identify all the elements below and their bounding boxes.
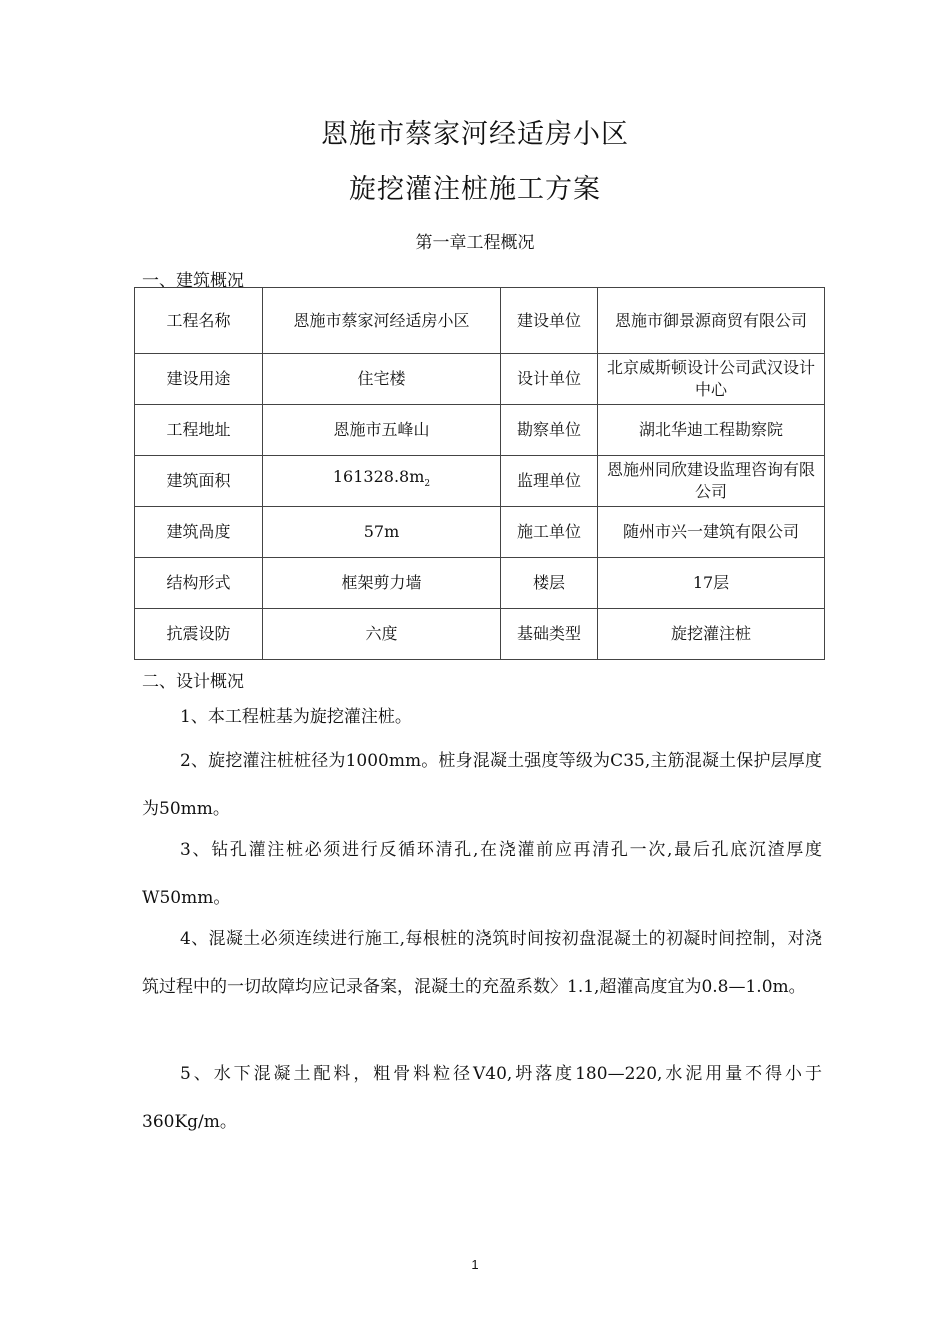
building-overview-table	[134, 287, 825, 660]
table-cell: 六度	[263, 609, 501, 660]
table-cell: 随州市兴一建筑有限公司	[598, 507, 825, 558]
table-cell: 建设用途	[135, 354, 263, 405]
table-cell: 基础类型	[501, 609, 598, 660]
table-cell: 17层	[598, 558, 825, 609]
table-cell: 57m	[263, 507, 501, 558]
table-cell: 设计单位	[501, 354, 598, 405]
table-cell: 建设单位	[501, 288, 598, 354]
table-row	[135, 354, 825, 405]
table-cell: 恩施市五峰山	[263, 405, 501, 456]
document-title-line2: 旋挖灌注桩施工方案	[349, 174, 601, 205]
table-row	[135, 456, 825, 507]
area-value: 161328.8m	[332, 467, 425, 487]
table-cell: 勘察单位	[501, 405, 598, 456]
area-unit-superscript: 2	[424, 479, 431, 490]
table-cell: 楼层	[501, 558, 598, 609]
table-cell: 监理单位	[501, 456, 598, 507]
table-cell: 北京威斯顿设计公司武汉设计中心	[598, 354, 825, 405]
design-paragraph-4: 4、混凝土必须连续进行施工,每根桩的浇筑时间按初盘混凝土的初凝时间控制，对浇筑过程中的一切故障均应记录备案，混凝土的充盈系数〉1.1,超灌高度宜为0.8—1.0m。	[142, 929, 822, 997]
table-cell: 抗震设防	[135, 609, 263, 660]
table-cell: 旋挖灌注桩	[598, 609, 825, 660]
table-cell-area	[263, 456, 501, 507]
table-cell: 恩施市蔡家河经适房小区	[263, 288, 501, 354]
design-paragraph-3: 3、钻孔灌注桩必须进行反循环清孔,在浇灌前应再清孔一次,最后孔底沉渣厚度W50mm。	[142, 840, 822, 908]
table-cell: 建筑面积	[135, 456, 263, 507]
chapter-heading: 第一章工程概况	[415, 233, 535, 253]
design-paragraph-1: 1、本工程桩基为旋挖灌注桩。	[180, 707, 412, 727]
table-cell: 结构形式	[135, 558, 263, 609]
page-number: 1	[471, 1257, 479, 1272]
design-paragraph-2: 2、旋挖灌注桩桩径为1000mm。桩身混凝土强度等级为C35,主筋混凝土保护层厚度为50mm。	[142, 751, 822, 819]
table-cell: 框架剪力墙	[263, 558, 501, 609]
table-row	[135, 558, 825, 609]
table-cell: 施工单位	[501, 507, 598, 558]
table-row	[135, 609, 825, 660]
section-heading-building: 一、建筑概况	[142, 271, 244, 291]
table-cell: 建筑咼度	[135, 507, 263, 558]
section-heading-design: 二、设计概况	[142, 672, 244, 692]
table-row	[135, 288, 825, 354]
table-cell: 工程地址	[135, 405, 263, 456]
design-paragraph-5: 5、水下混凝土配料，粗骨料粒径V40,坍落度180—220,水泥用量不得小于360Kg/m。	[142, 1064, 822, 1132]
table-cell: 湖北华迪工程勘察院	[598, 405, 825, 456]
table-cell: 工程名称	[135, 288, 263, 354]
table-cell: 住宅楼	[263, 354, 501, 405]
table-cell: 恩施州同欣建设监理咨询有限公司	[598, 456, 825, 507]
table-row	[135, 405, 825, 456]
table-row	[135, 507, 825, 558]
table-cell: 恩施市御景源商贸有限公司	[598, 288, 825, 354]
document-title-line1: 恩施市蔡家河经适房小区	[321, 119, 629, 150]
